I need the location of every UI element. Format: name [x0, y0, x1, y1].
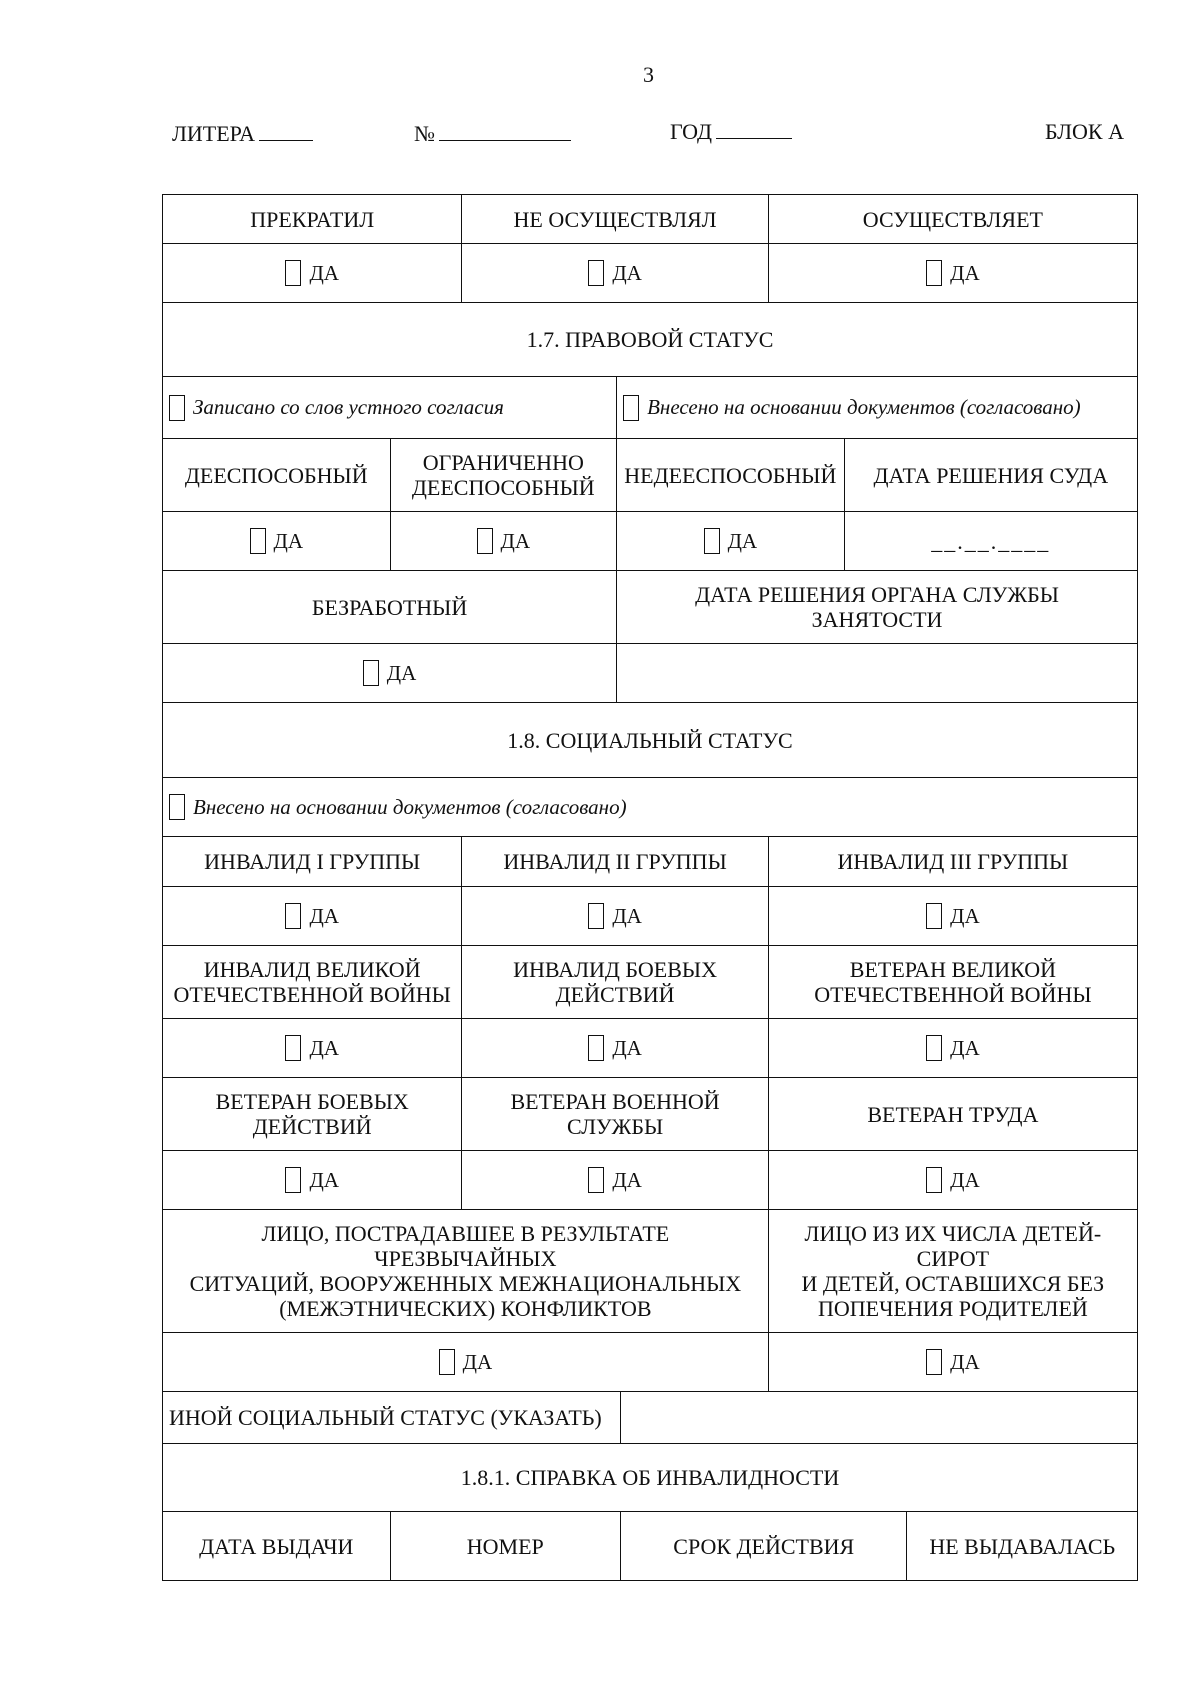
activity-check-row — [162, 244, 1138, 303]
orphan-line1: ЛИЦО ИЗ ИХ ЧИСЛА ДЕТЕЙ- — [804, 1221, 1102, 1246]
yes-label: ДА — [950, 1167, 980, 1192]
combat-veteran-line1: ВЕТЕРАН БОЕВЫХ — [215, 1089, 409, 1114]
year-field[interactable] — [670, 119, 792, 145]
victim-line3: СИТУАЦИЙ, ВООРУЖЕННЫХ МЕЖНАЦИОНАЛЬНЫХ — [189, 1271, 742, 1296]
military-veteran-line2: СЛУЖБЫ — [567, 1114, 664, 1139]
yes-label: ДА — [462, 1349, 493, 1374]
unemployed-header-row — [162, 571, 1138, 644]
ww2-veteran-line1: ВЕТЕРАН ВЕЛИКОЙ — [849, 957, 1056, 982]
yes-label: ДА — [612, 1035, 642, 1060]
ww2-disabled-checkbox[interactable] — [163, 1019, 462, 1077]
recorded-oral-label: Записано со слов устного согласия — [193, 395, 504, 419]
capable-checkbox[interactable] — [163, 512, 391, 570]
disability-group-header-row — [162, 837, 1138, 887]
ww2-disabled-line1: ИНВАЛИД ВЕЛИКОЙ — [203, 957, 421, 982]
yes-label: ДА — [727, 528, 758, 553]
legal-source-row — [162, 377, 1138, 439]
victim-orphan-header-row — [162, 1210, 1138, 1333]
victim-label — [163, 1210, 769, 1332]
unemployed-label: БЕЗРАБОТНЫЙ — [163, 571, 617, 643]
checkbox-icon[interactable] — [250, 528, 266, 554]
ww2-veteran-checkbox[interactable] — [769, 1019, 1137, 1077]
war-header-row — [162, 946, 1138, 1019]
validity-label: СРОК ДЕЙСТВИЯ — [621, 1512, 907, 1580]
checkbox-icon[interactable] — [926, 903, 942, 929]
yes-label: ДА — [612, 1167, 642, 1192]
employment-date-label — [617, 571, 1137, 643]
employment-date-field[interactable] — [617, 644, 1137, 702]
disability-cert-title-row — [162, 1444, 1138, 1512]
limited-checkbox[interactable] — [391, 512, 618, 570]
disabled-3-checkbox[interactable] — [769, 887, 1137, 945]
war-check-row — [162, 1019, 1138, 1078]
checkbox-icon[interactable] — [926, 1035, 942, 1061]
litera-field[interactable] — [172, 121, 313, 147]
checkbox-icon[interactable] — [926, 1167, 942, 1193]
block-label: БЛОК А — [1045, 119, 1124, 144]
yes-label: ДА — [273, 528, 304, 553]
disabled-1-label: ИНВАЛИД I ГРУППЫ — [163, 837, 462, 886]
number-label: № — [414, 121, 435, 146]
activity-stopped-checkbox[interactable] — [163, 244, 462, 302]
checkbox-icon[interactable] — [285, 903, 301, 929]
yes-label: ДА — [309, 1035, 339, 1060]
employment-date-line1: ДАТА РЕШЕНИЯ ОРГАНА СЛУЖБЫ — [695, 582, 1059, 607]
legal-status-title: 1.7. ПРАВОВОЙ СТАТУС — [526, 327, 774, 352]
combat-disabled-line1: ИНВАЛИД БОЕВЫХ — [513, 957, 717, 982]
checkbox-icon[interactable] — [588, 903, 604, 929]
yes-label: ДА — [612, 260, 642, 285]
social-source-row — [162, 778, 1138, 837]
social-entered-docs-option[interactable] — [163, 778, 1137, 836]
combat-disabled-label — [462, 946, 768, 1018]
orphan-label — [769, 1210, 1137, 1332]
cert-number-label: НОМЕР — [391, 1512, 622, 1580]
other-status-row — [162, 1392, 1138, 1444]
year-label: ГОД — [670, 119, 712, 144]
veteran-check-row — [162, 1151, 1138, 1210]
activity-doing-label: ОСУЩЕСТВЛЯЕТ — [862, 206, 1043, 232]
military-veteran-checkbox[interactable] — [462, 1151, 768, 1209]
capacity-check-row — [162, 512, 1138, 571]
employment-date-line2: ЗАНЯТОСТИ — [811, 607, 943, 632]
yes-label: ДА — [950, 903, 980, 928]
number-field[interactable] — [414, 121, 571, 147]
checkbox-icon[interactable] — [439, 1349, 455, 1375]
yes-label: ДА — [309, 903, 339, 928]
disabled-2-checkbox[interactable] — [462, 887, 768, 945]
orphan-line4: ПОПЕЧЕНИЯ РОДИТЕЛЕЙ — [817, 1296, 1088, 1321]
activity-not-done-checkbox[interactable] — [462, 244, 768, 302]
combat-veteran-checkbox[interactable] — [163, 1151, 462, 1209]
disabled-3-label: ИНВАЛИД III ГРУППЫ — [837, 849, 1069, 874]
limited-label-line1: ОГРАНИЧЕННО — [422, 450, 584, 475]
entered-docs-label: Внесено на основании документов (согласовано) — [647, 395, 1081, 419]
military-veteran-line1: ВЕТЕРАН ВОЕННОЙ — [510, 1089, 720, 1114]
year-blank[interactable] — [716, 137, 792, 139]
court-date-field[interactable]: __.__.____ — [931, 528, 1051, 554]
social-status-title-row — [162, 703, 1138, 778]
checkbox-icon[interactable] — [477, 528, 493, 554]
capacity-header-row — [162, 439, 1138, 512]
checkbox-icon[interactable] — [169, 794, 185, 820]
activity-not-done-label: НЕ ОСУЩЕСТВЛЯЛ — [462, 195, 768, 243]
labor-veteran-label: ВЕТЕРАН ТРУДА — [867, 1101, 1039, 1127]
checkbox-icon[interactable] — [926, 1349, 942, 1375]
checkbox-icon[interactable] — [285, 1035, 301, 1061]
checkbox-icon[interactable] — [588, 1035, 604, 1061]
ww2-disabled-label — [163, 946, 462, 1018]
victim-orphan-check-row — [162, 1333, 1138, 1392]
unemployed-check-row — [162, 644, 1138, 703]
checkbox-icon[interactable] — [285, 260, 301, 286]
checkbox-icon[interactable] — [623, 395, 639, 421]
victim-line4: (МЕЖЭТНИЧЕСКИХ) КОНФЛИКТОВ — [279, 1296, 652, 1321]
yes-label: ДА — [950, 1035, 980, 1060]
page-number: 3 — [643, 62, 654, 87]
capable-label: ДЕЕСПОСОБНЫЙ — [163, 439, 391, 511]
yes-label: ДА — [309, 260, 339, 285]
disabled-2-label: ИНВАЛИД II ГРУППЫ — [462, 837, 768, 886]
activity-header-row — [162, 194, 1138, 244]
combat-veteran-line2: ДЕЙСТВИЙ — [252, 1114, 372, 1139]
disability-group-check-row — [162, 887, 1138, 946]
military-veteran-label — [462, 1078, 768, 1150]
ww2-veteran-label — [769, 946, 1137, 1018]
orphan-checkbox[interactable] — [769, 1333, 1137, 1391]
court-date-label: ДАТА РЕШЕНИЯ СУДА — [873, 462, 1109, 488]
ww2-veteran-line2: ОТЕЧЕСТВЕННОЙ ВОЙНЫ — [814, 982, 1092, 1007]
combat-disabled-line2: ДЕЙСТВИЙ — [555, 982, 675, 1007]
checkbox-icon[interactable] — [704, 528, 720, 554]
legal-status-title-row — [162, 303, 1138, 377]
other-status-field[interactable] — [621, 1392, 1137, 1443]
yes-label: ДА — [950, 260, 980, 285]
yes-label: ДА — [950, 1349, 980, 1374]
veteran-header-row — [162, 1078, 1138, 1151]
yes-label: ДА — [612, 903, 642, 928]
disability-cert-title: 1.8.1. СПРАВКА ОБ ИНВАЛИДНОСТИ — [460, 1465, 840, 1490]
social-status-title: 1.8. СОЦИАЛЬНЫЙ СТАТУС — [507, 727, 793, 753]
victim-checkbox[interactable] — [163, 1333, 769, 1391]
victim-line1: ЛИЦО, ПОСТРАДАВШЕЕ В РЕЗУЛЬТАТЕ — [261, 1221, 670, 1246]
litera-blank[interactable] — [259, 139, 313, 141]
incapable-checkbox[interactable] — [617, 512, 845, 570]
social-entered-docs-label: Внесено на основании документов (согласовано) — [193, 794, 627, 819]
incapable-label: НЕДЕЕСПОСОБНЫЙ — [617, 439, 845, 511]
orphan-line3: И ДЕТЕЙ, ОСТАВШИХСЯ БЕЗ — [801, 1271, 1105, 1296]
combat-disabled-checkbox[interactable] — [462, 1019, 768, 1077]
checkbox-icon[interactable] — [363, 660, 379, 686]
litera-label: ЛИТЕРА — [172, 121, 255, 146]
checkbox-icon[interactable] — [926, 260, 942, 286]
yes-label: ДА — [500, 528, 531, 553]
victim-line2: ЧРЕЗВЫЧАЙНЫХ — [374, 1246, 557, 1271]
issue-date-label: ДАТА ВЫДАЧИ — [163, 1512, 391, 1580]
unemployed-checkbox[interactable] — [163, 644, 617, 702]
activity-doing-checkbox[interactable] — [769, 244, 1137, 302]
limited-label-line2: ДЕЕСПОСОБНЫЙ — [411, 475, 595, 500]
not-issued-label: НЕ ВЫДАВАЛАСЬ — [929, 1533, 1116, 1559]
ww2-disabled-line2: ОТЕЧЕСТВЕННОЙ ВОЙНЫ — [173, 982, 451, 1007]
labor-veteran-checkbox[interactable] — [769, 1151, 1137, 1209]
recorded-oral-option[interactable] — [163, 377, 617, 438]
disability-cert-header-row — [162, 1512, 1138, 1581]
orphan-line2: СИРОТ — [916, 1246, 990, 1271]
limited-label — [391, 439, 618, 511]
disabled-1-checkbox[interactable] — [163, 887, 462, 945]
combat-veteran-label — [163, 1078, 462, 1150]
entered-docs-option[interactable] — [617, 377, 1137, 438]
yes-label: ДА — [386, 660, 417, 685]
checkbox-icon[interactable] — [285, 1167, 301, 1193]
checkbox-icon[interactable] — [588, 1167, 604, 1193]
checkbox-icon[interactable] — [169, 395, 185, 421]
activity-stopped-label: ПРЕКРАТИЛ — [163, 195, 462, 243]
checkbox-icon[interactable] — [588, 260, 604, 286]
number-blank[interactable] — [439, 139, 571, 141]
other-status-label: ИНОЙ СОЦИАЛЬНЫЙ СТАТУС (УКАЗАТЬ) — [163, 1392, 621, 1443]
yes-label: ДА — [309, 1167, 339, 1192]
